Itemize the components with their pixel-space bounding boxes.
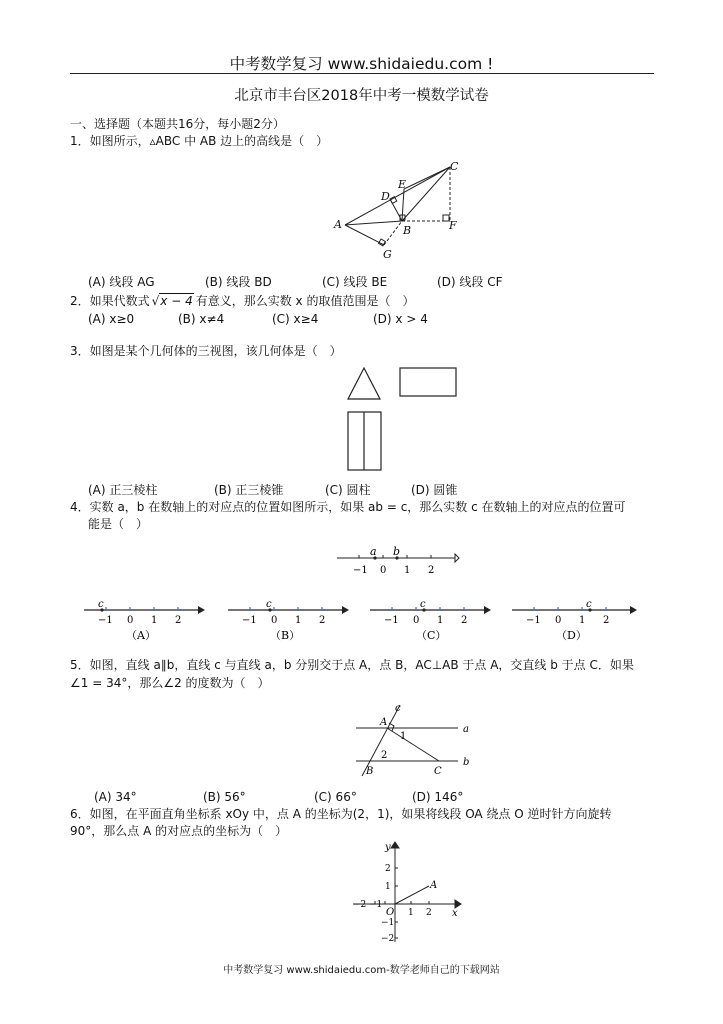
q4-option-d-tick: 0 xyxy=(555,615,562,626)
q1-label-F: F xyxy=(449,219,457,232)
q6-line1: 6．如图，在平面直角坐标系 xOy 中，点 A 的坐标为(2，1)，如果将线段 OA 绕点 O 逆时针方向旋转 xyxy=(70,807,612,821)
q4-option-d-c-label: c xyxy=(586,599,592,610)
q6-x-tick: −1 xyxy=(369,900,383,910)
q4-option-c-c-label: c xyxy=(420,599,426,610)
q6-x-tick: 1 xyxy=(408,908,414,918)
q5-line2: ∠1 = 34°，那么∠2 的度数为（ ） xyxy=(70,676,270,690)
q4-option-d-tick: 2 xyxy=(603,615,610,626)
q2-prefix: 2．如果代数式 xyxy=(70,294,150,308)
q1-label-D: D xyxy=(381,190,390,203)
q4-label-a: a xyxy=(370,545,377,558)
q3-option-a[interactable]: (A) 正三棱柱 xyxy=(88,483,158,497)
q1-label-E: E xyxy=(398,178,407,191)
q4-option-d-caption: （D） xyxy=(556,629,587,642)
q4-option-b-c-label: c xyxy=(266,599,272,610)
q5-line1: 5．如图，直线 a∥b，直线 c 与直线 a，b 分别交于点 A，点 B，AC⊥AB 于点 A，交直线 b 于点 C．如果 xyxy=(70,658,634,672)
q6-y-tick: −1 xyxy=(381,918,395,928)
q5-option-a[interactable]: (A) 34° xyxy=(94,790,137,804)
q2-text xyxy=(70,293,414,309)
q4-option-d-axis[interactable] xyxy=(510,595,640,645)
q4-option-b-tick: 0 xyxy=(271,615,278,626)
q5-option-b[interactable]: (B) 56° xyxy=(203,790,246,804)
q5-label-A: A xyxy=(380,717,388,728)
q2-option-b[interactable]: (B) x≠4 xyxy=(178,312,225,326)
q4-main-number-line xyxy=(335,543,460,578)
q4-option-a-tick: 2 xyxy=(175,615,182,626)
header-rule xyxy=(70,73,654,74)
q4-option-a-axis[interactable] xyxy=(82,595,207,645)
q6-x-tick: −2 xyxy=(353,900,367,910)
q1-option-c[interactable]: (C) 线段 BE xyxy=(322,275,388,289)
q6-y-tick: 1 xyxy=(385,882,391,892)
q4-option-d-tick: −1 xyxy=(526,615,541,626)
q4-label-b: b xyxy=(393,545,401,558)
q4-option-c-tick: 2 xyxy=(461,615,468,626)
q4-line1: 4．实数 a，b 在数轴上的对应点的位置如图所示，如果 ab = c，那么实数 c 在数轴上的对应点的位置可 xyxy=(70,500,626,514)
q4-option-a-c-label: c xyxy=(98,599,104,610)
page-header: 中考数学复习 www.shidaiedu.com ! xyxy=(229,55,494,73)
q6-label-x: x xyxy=(452,908,458,919)
q5-label-c: c xyxy=(395,703,401,714)
q4-option-c-axis[interactable] xyxy=(368,595,493,645)
q4-option-c-tick: 1 xyxy=(437,615,444,626)
q6-line2: 90°，那么点 A 的对应点的坐标为（ ） xyxy=(70,824,288,838)
q2-option-d[interactable]: (D) x > 4 xyxy=(373,312,428,326)
q5-angle-2: 2 xyxy=(381,750,388,761)
q4-tick-label: −1 xyxy=(353,565,368,576)
q2-option-c[interactable]: (C) x≥4 xyxy=(272,312,319,326)
q4-option-a-tick: −1 xyxy=(98,615,113,626)
q4-option-b-axis[interactable] xyxy=(226,595,351,645)
q1-label-C: C xyxy=(450,160,459,173)
q4-option-b-tick: −1 xyxy=(242,615,257,626)
q3-text: 3．如图是某个几何体的三视图，该几何体是（ ） xyxy=(70,344,342,358)
q5-option-c[interactable]: (C) 66° xyxy=(314,790,357,804)
q1-label-B: B xyxy=(403,224,412,237)
q6-label-O: O xyxy=(386,907,395,918)
q1-option-d[interactable]: (D) 线段 CF xyxy=(437,275,503,289)
q2-radicand: x − 4 xyxy=(160,294,193,308)
q5-label-C: C xyxy=(434,766,442,777)
q6-label-y: y xyxy=(385,842,391,853)
q3-option-b[interactable]: (B) 正三棱锥 xyxy=(214,483,284,497)
q5-label-B: B xyxy=(366,766,374,777)
page-title: 北京市丰台区2018年中考一模数学试卷 xyxy=(234,88,489,104)
q4-option-b-tick: 2 xyxy=(319,615,326,626)
q1-option-b[interactable]: (B) 线段 BD xyxy=(205,275,272,289)
q4-option-b-caption: （B） xyxy=(270,629,301,642)
q5-label-a: a xyxy=(463,724,469,735)
q3-option-d[interactable]: (D) 圆锥 xyxy=(411,483,458,497)
q3-option-c[interactable]: (C) 圆柱 xyxy=(325,483,371,497)
q4-option-c-caption: （C） xyxy=(416,629,447,642)
q4-tick-label: 1 xyxy=(404,565,411,576)
q1-label-A: A xyxy=(334,218,342,231)
q4-option-d-tick: 1 xyxy=(579,615,586,626)
q4-tick-label: 0 xyxy=(380,565,387,576)
q4-option-c-tick: 0 xyxy=(413,615,420,626)
q5-parallel-lines-figure xyxy=(352,700,482,780)
page-footer: 中考数学复习 www.shidaiedu.com-数学老师自己的下载网站 xyxy=(223,965,500,976)
q4-option-b-tick: 1 xyxy=(295,615,302,626)
q6-x-tick: 2 xyxy=(426,908,432,918)
q2-suffix: 有意义，那么实数 x 的取值范围是（ ） xyxy=(195,294,415,308)
q4-option-c-tick: −1 xyxy=(384,615,399,626)
q6-y-tick: 2 xyxy=(385,864,391,874)
q4-tick-label: 2 xyxy=(428,565,435,576)
q6-label-A: A xyxy=(430,880,438,891)
q2-option-a[interactable]: (A) x≥0 xyxy=(88,312,135,326)
q1-triangle-figure xyxy=(330,155,470,265)
section-heading: 一、选择题（本题共16分，每小题2分） xyxy=(70,117,285,131)
q6-y-tick: −2 xyxy=(381,934,395,944)
q6-coordinate-figure xyxy=(345,838,470,948)
q5-angle-1: 1 xyxy=(400,731,407,742)
side-view-rectangle xyxy=(400,368,456,396)
front-view-triangle xyxy=(348,368,380,399)
q1-label-G: G xyxy=(383,248,392,261)
q5-label-b: b xyxy=(463,757,470,768)
q1-option-a[interactable]: (A) 线段 AG xyxy=(88,275,155,289)
q4-option-a-tick: 1 xyxy=(151,615,158,626)
q4-option-a-tick: 0 xyxy=(127,615,134,626)
q4-line2: 能是（ ） xyxy=(88,517,149,531)
q4-option-a-caption: （A） xyxy=(126,629,156,642)
sqrt-icon: √x − 4 xyxy=(151,294,193,308)
q1-text: 1．如图所示，▵ABC 中 AB 边上的高线是（ ） xyxy=(70,134,329,148)
q5-option-d[interactable]: (D) 146° xyxy=(412,790,464,804)
q3-three-views-figure xyxy=(345,364,460,474)
